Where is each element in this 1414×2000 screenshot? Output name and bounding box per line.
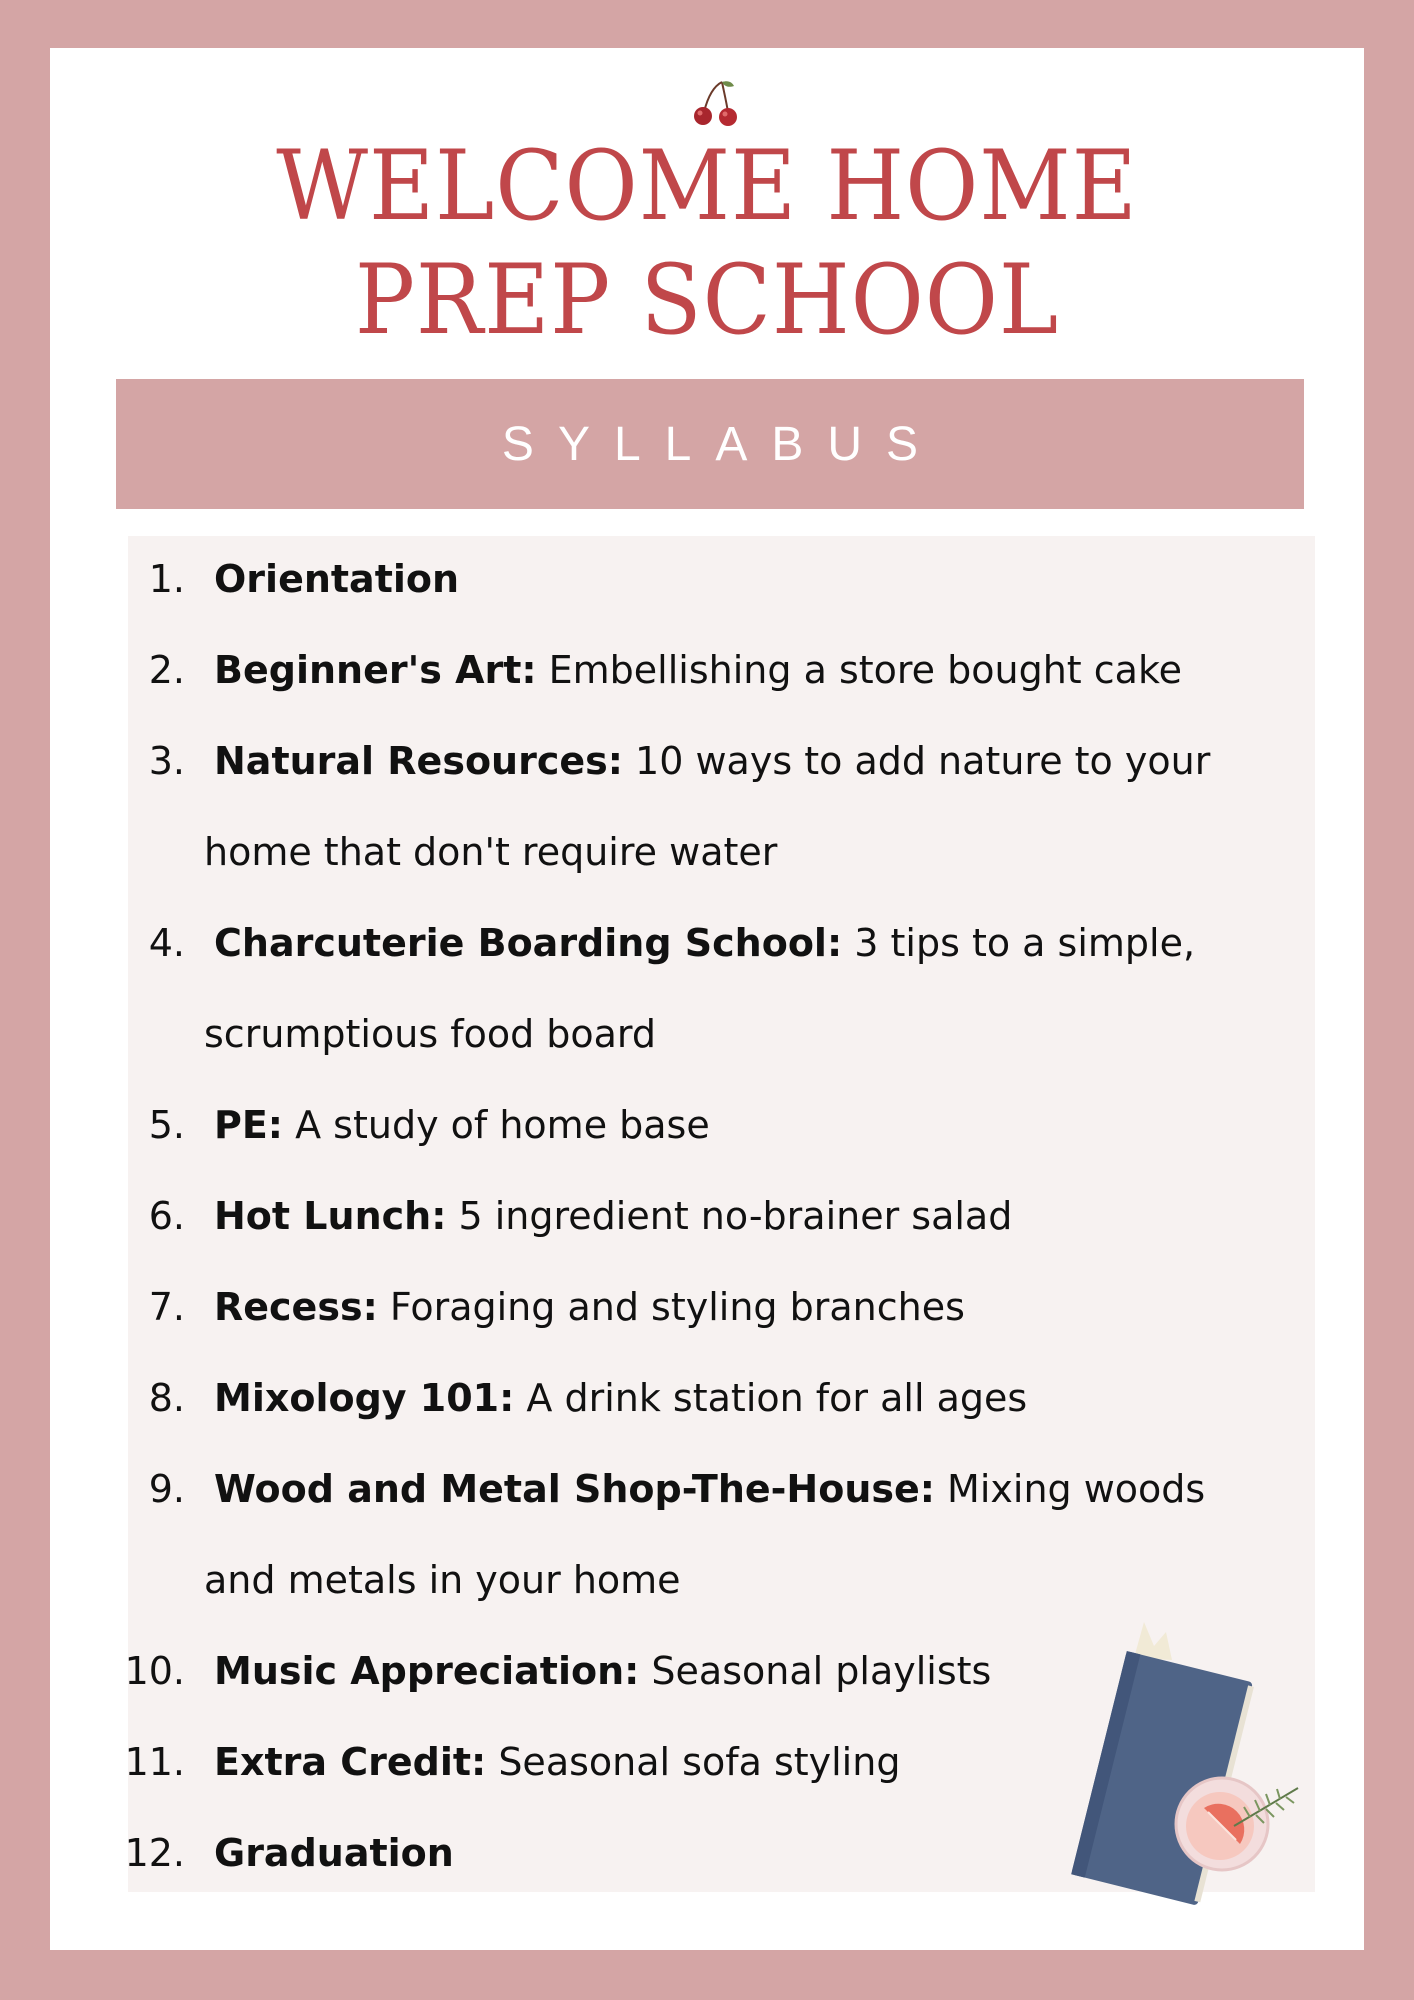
- item-number: 8.: [148, 1376, 185, 1420]
- item-number: 7.: [148, 1285, 185, 1329]
- item-description: 5 ingredient no-brainer salad: [446, 1194, 1013, 1238]
- item-title: Extra Credit:: [214, 1740, 487, 1784]
- item-title: PE:: [214, 1103, 284, 1147]
- item-title: Mixology 101:: [214, 1376, 515, 1420]
- item-number: 9.: [148, 1467, 185, 1511]
- page-title-line-2: PREP SCHOOL: [354, 244, 1060, 356]
- item-title: Wood and Metal Shop-The-House:: [214, 1467, 935, 1511]
- syllabus-banner: SYLLABUS: [116, 379, 1304, 509]
- item-description: Seasonal sofa styling: [486, 1740, 901, 1784]
- item-number: 4.: [148, 921, 185, 965]
- item-number: 6.: [148, 1194, 185, 1238]
- item-title: Recess:: [214, 1285, 378, 1329]
- item-number: 3.: [148, 739, 185, 783]
- item-title: Charcuterie Boarding School:: [214, 921, 843, 965]
- cherries-icon: [688, 78, 744, 126]
- item-title: Orientation: [214, 557, 460, 601]
- item-description: 3 tips to a simple,: [842, 921, 1196, 965]
- item-number: 12.: [124, 1831, 185, 1875]
- item-title: Natural Resources:: [214, 739, 623, 783]
- item-description-continued: and metals in your home: [204, 1558, 681, 1602]
- item-number: 1.: [148, 557, 185, 601]
- item-number: 10.: [124, 1649, 185, 1693]
- item-description: 10 ways to add nature to your: [622, 739, 1211, 783]
- item-description: A drink station for all ages: [514, 1376, 1028, 1420]
- item-title: Music Appreciation:: [214, 1649, 640, 1693]
- item-title: Beginner's Art:: [214, 648, 537, 692]
- item-description-continued: home that don't require water: [204, 830, 778, 874]
- item-number: 2.: [148, 648, 185, 692]
- item-description: Mixing woods: [934, 1467, 1206, 1511]
- item-description: Foraging and styling branches: [377, 1285, 965, 1329]
- item-description: Seasonal playlists: [639, 1649, 992, 1693]
- book-and-drink-illustration: [1036, 1612, 1336, 1922]
- page-title-line-1: WELCOME HOME: [276, 130, 1138, 242]
- item-number: 5.: [148, 1103, 185, 1147]
- item-description: A study of home base: [283, 1103, 710, 1147]
- item-title: Hot Lunch:: [214, 1194, 447, 1238]
- item-description: Embellishing a store bought cake: [536, 648, 1182, 692]
- item-number: 11.: [124, 1740, 185, 1784]
- item-description-continued: scrumptious food board: [204, 1012, 657, 1056]
- item-title: Graduation: [214, 1831, 454, 1875]
